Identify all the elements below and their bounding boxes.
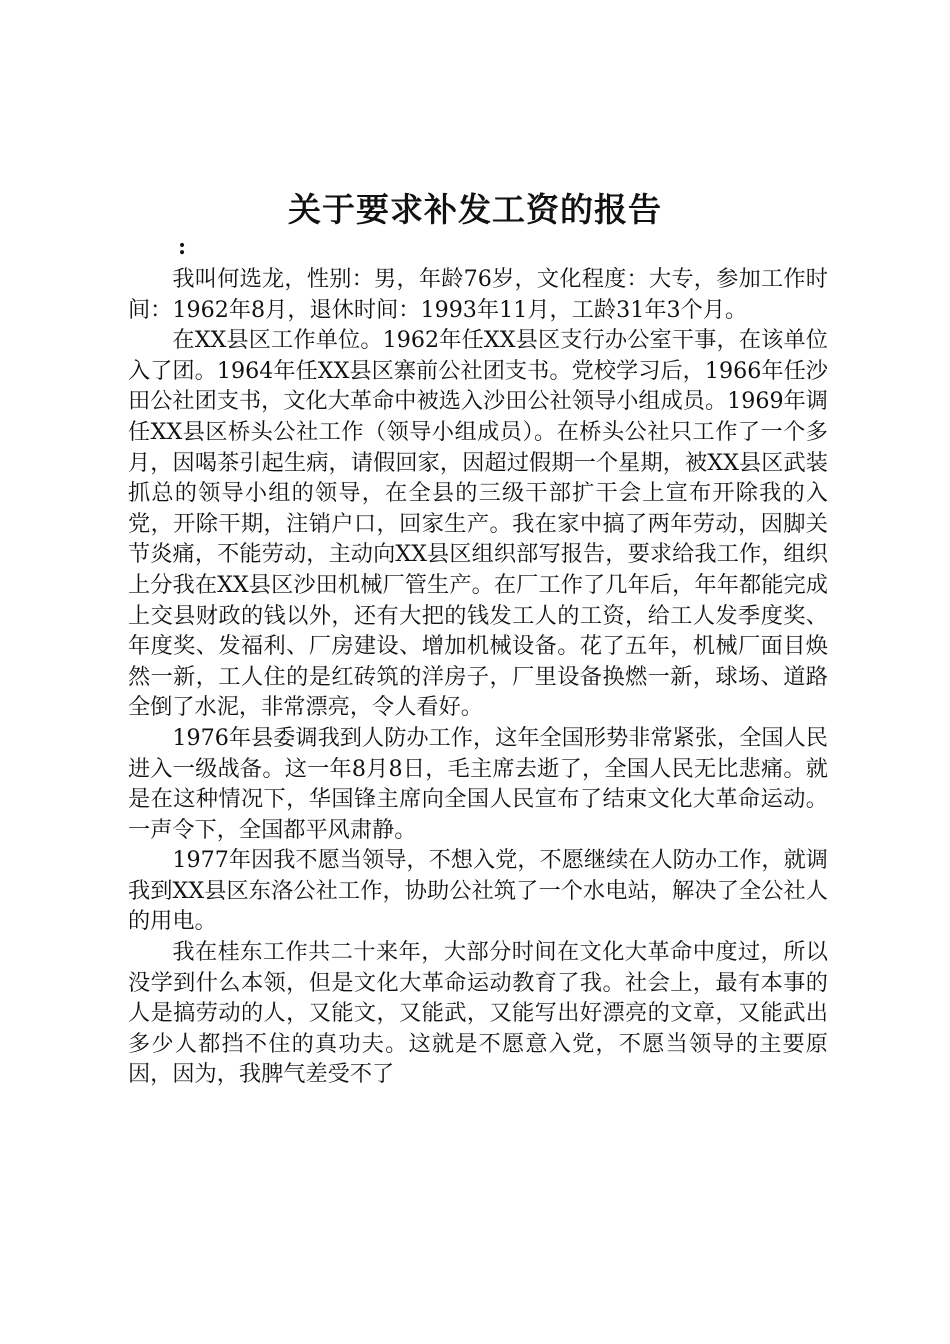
document-body (128, 264, 828, 1090)
paragraph: 我在桂东工作共二十来年，大部分时间在文化大革命中度过，所以没学到什么本领，但是文化大革命运动教育了我。社会上，最有本事的人是搞劳动的人，又能文，又能武，又能写出好漂亮的文章，又能武出多少人都挡不住的真功夫。这就是不愿意入党，不愿当领导的主要原因，因为，我脾气差受不了 (128, 939, 828, 1088)
paragraph: 1976年县委调我到人防办工作，这年全国形势非常紧张，全国人民进入一级战备。这一年8月8日，毛主席去逝了，全国人民无比悲痛。就是在这种情况下，华国锋主席向全国人民宣布了结束文化大革命运动。一声令下，全国都平风肃静。 (128, 724, 828, 843)
document-title: 关于要求补发工资的报告 (288, 190, 662, 229)
paragraph: 我叫何选龙，性别：男，年龄76岁，文化程度：大专，参加工作时间：1962年8月，退休时间：1993年11月，工龄31年3个月。 (128, 266, 828, 323)
paragraph: 1977年因我不愿当领导，不想入党，不愿继续在人防办工作，就调我到XX县区东洛公社工作，协助公社筑了一个水电站，解决了全公社人的用电。 (128, 847, 828, 935)
salutation: : (178, 234, 187, 260)
paragraph: 在XX县区工作单位。1962年任XX县区支行办公室干事，在该单位入了团。1964年任XX县区寨前公社团支书。党校学习后，1966年任沙田公社团支书，文化大革命中被选入沙田公社领导小组成员。1969年调任XX县区桥头公社工作（领导小组成员）。在桥头公社只工作了一个多月，因喝茶引起生病，请假回家，因超过假期一个星期，被XX县区武装抓总的领导小组的领导，在全县的三级干部扩干会上宣布开除我的入党，开除干期，注销户口，回家生产。我在家中搞了两年劳动，因脚关节炎痛，不能劳动，主动向XX县区组织部写报告，要求给我工作，组织上分我在XX县区沙田机械厂管生产。在厂工作了几年后，年年都能完成上交县财政的钱以外，还有大把的钱发工人的工资，给工人发季度奖、年度奖、发福利、厂房建设、增加机械设备。花了五年，机械厂面目焕然一新，工人住的是红砖筑的洋房子，厂里设备换燃一新，球场、道路全倒了水泥，非常漂亮，令人看好。 (128, 327, 828, 721)
